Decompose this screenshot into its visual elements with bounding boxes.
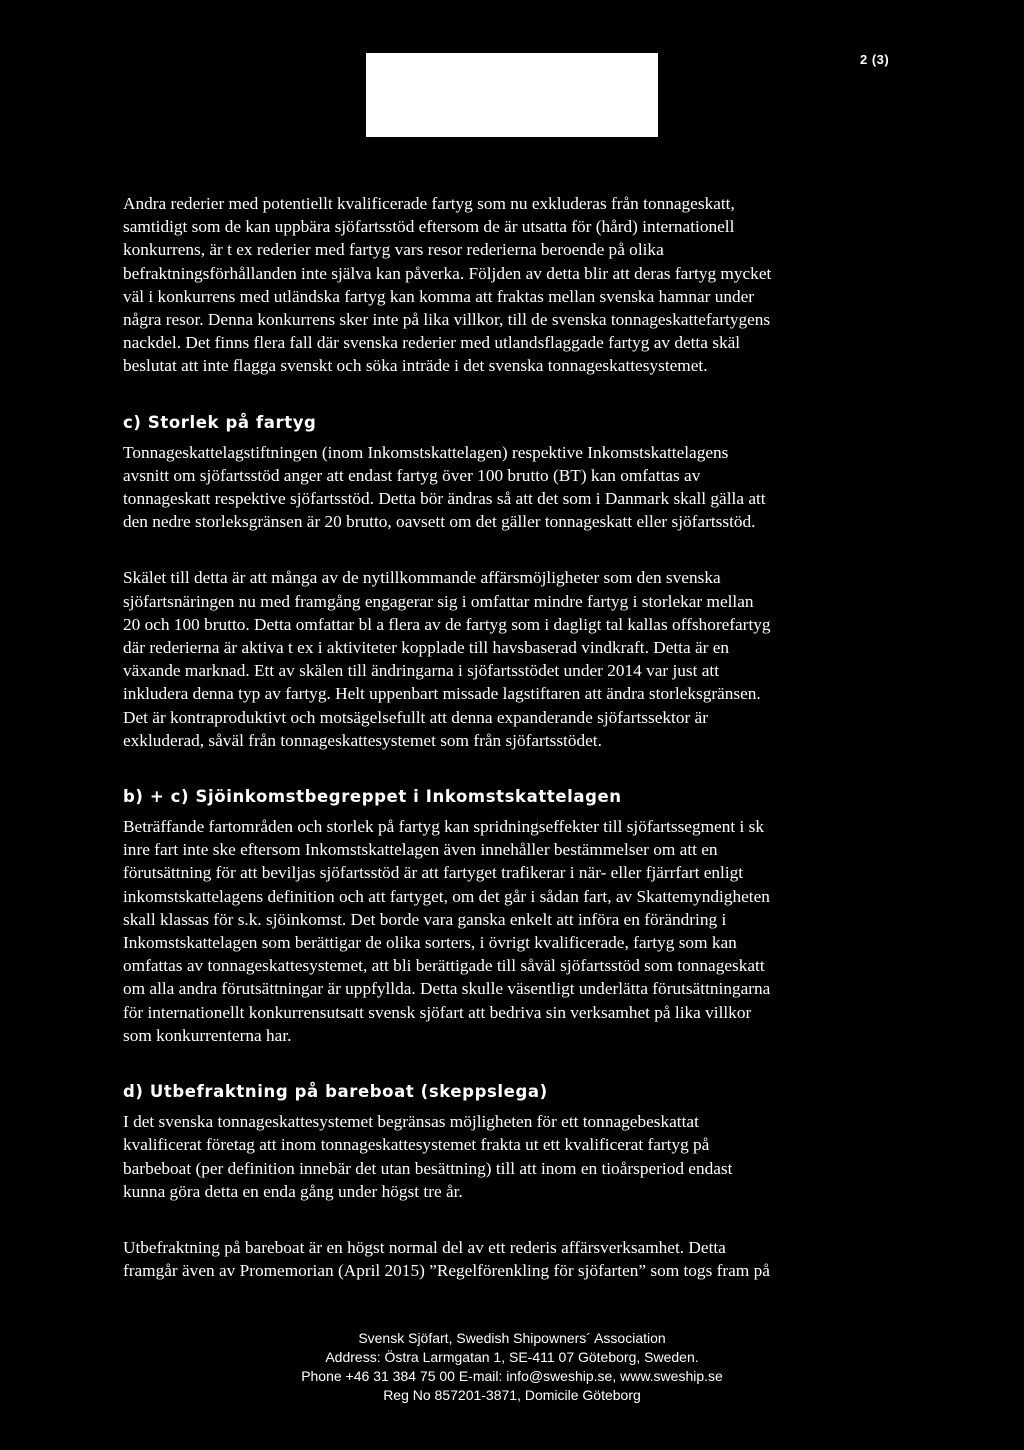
section-heading: c) Storlek på fartyg	[123, 412, 317, 432]
paragraph: Skälet till detta är att många av de nytillkommande affärsmöjligheter som den svenska sjöfartsnäringen nu med framgång engagerar sig i omfattar mindre fartyg i storlekar mellan 20 och 100 brutto. Detta omfattar bl a flera av de fartyg som i dagligt tal kallas offshorefartyg där rederierna är aktiva t ex i aktiviteter kopplade till havsbaserad vindkraft. Detta är en växande marknad. Ett av skälen till ändringarna i sjöfartsstödet under 2014 var just att inkludera denna typ av fartyg. Helt uppenbart missade lagstiftaren att ändra storleksgränsen. Det är kontraproduktivt och motsägelsefullt att denna expanderande sjöfartssektor är exkluderad, såväl från tonnageskattesystemet som från sjöfartsstödet.	[123, 568, 771, 750]
document-body	[123, 192, 907, 1282]
section-heading: d) Utbefraktning på bareboat (skeppslega)	[123, 1082, 548, 1102]
page-number: 2 (3)	[860, 52, 890, 67]
footer-contact: Phone +46 31 384 75 00 E-mail: info@sweship.se, www.sweship.se	[301, 1368, 723, 1384]
redacted-logo	[366, 53, 658, 137]
paragraph: Andra rederier med potentiellt kvalificerade fartyg som nu exkluderas från tonnageskatt, samtidigt som de kan uppbära sjöfartsstöd eftersom de är utsatta för (hård) internationell konkurrens, är t ex rederier med fartyg vars resor rederierna beroende på olika befraktningsförhållanden inte själva kan påverka. Följden av detta blir att deras fartyg mycket väl i konkurrens med utländska fartyg kan komma att fraktas mellan svenska hamnar under några resor. Denna konkurrens sker inte på lika villkor, till de svenska tonnageskattefartygens nackdel. Det finns flera fall där svenska rederier med utlandsflaggade fartyg av detta skäl beslutat att inte flagga svenskt och söka inträde i det svenska tonnageskattesystemet.	[123, 194, 772, 376]
footer-address: Address: Östra Larmgatan 1, SE-411 07 Göteborg, Sweden.	[325, 1349, 699, 1365]
footer-registration: Reg No 857201-3871, Domicile Göteborg	[383, 1387, 641, 1403]
footer	[200, 1329, 824, 1405]
footer-organization: Svensk Sjöfart, Swedish Shipowners´ Association	[358, 1330, 666, 1346]
paragraph: Beträffande fartområden och storlek på fartyg kan spridningseffekter till sjöfartssegment i sk inre fart inte ske eftersom Inkomstskattelagen även innehåller bestämmelser om att en förutsättning för att beviljas sjöfartsstöd är att fartyget trafikerar i när- eller fjärrfart enligt inkomstskattelagens definition och att fartyget, om det går i sådan fart, av Skattemyndigheten skall klassas för s.k. sjöinkomst. Det borde vara ganska enkelt att införa en förändring i Inkomstskattelagen som berättigar de olika sorters, i övrigt kvalificerade, fartyg som kan omfattas av tonnageskattesystemet, att bli berättigade till såväl sjöfartsstöd som tonnageskatt om alla andra förutsättningar är uppfyllda. Detta skulle väsentligt underlätta förutsättningarna för internationellt konkurrensutsatt svensk sjöfart att bedriva sin verksamhet på lika villkor som konkurrenterna har.	[123, 817, 771, 1045]
paragraph: Utbefraktning på bareboat är en högst normal del av ett rederis affärsverksamhet. Detta framgår även av Promemorian (April 2015) ”Regelförenkling för sjöfarten” som togs fram på	[123, 1237, 770, 1281]
section-heading: b) + c) Sjöinkomstbegreppet i Inkomstskattelagen	[123, 787, 622, 807]
paragraph: I det svenska tonnageskattesystemet begränsas möjligheten för ett tonnagebeskattat kvalificerat företag att inom tonnageskattesystemet frakta ut ett kvalificerat fartyg på barbeboat (per definition innebär det utan besättning) till att inom en tioårsperiod endast kunna göra detta en enda gång under högst tre år.	[123, 1112, 733, 1201]
paragraph: Tonnageskattelagstiftningen (inom Inkomstskattelagen) respektive Inkomstskattelagens avsnitt om sjöfartsstöd anger att endast fartyg över 100 brutto (BT) kan omfattas av tonnageskatt respektive sjöfartsstöd. Detta bör ändras så att det som i Danmark skall gälla att den nedre storleksgränsen är 20 brutto, oavsett om det gäller tonnageskatt eller sjöfartsstöd.	[123, 442, 766, 532]
